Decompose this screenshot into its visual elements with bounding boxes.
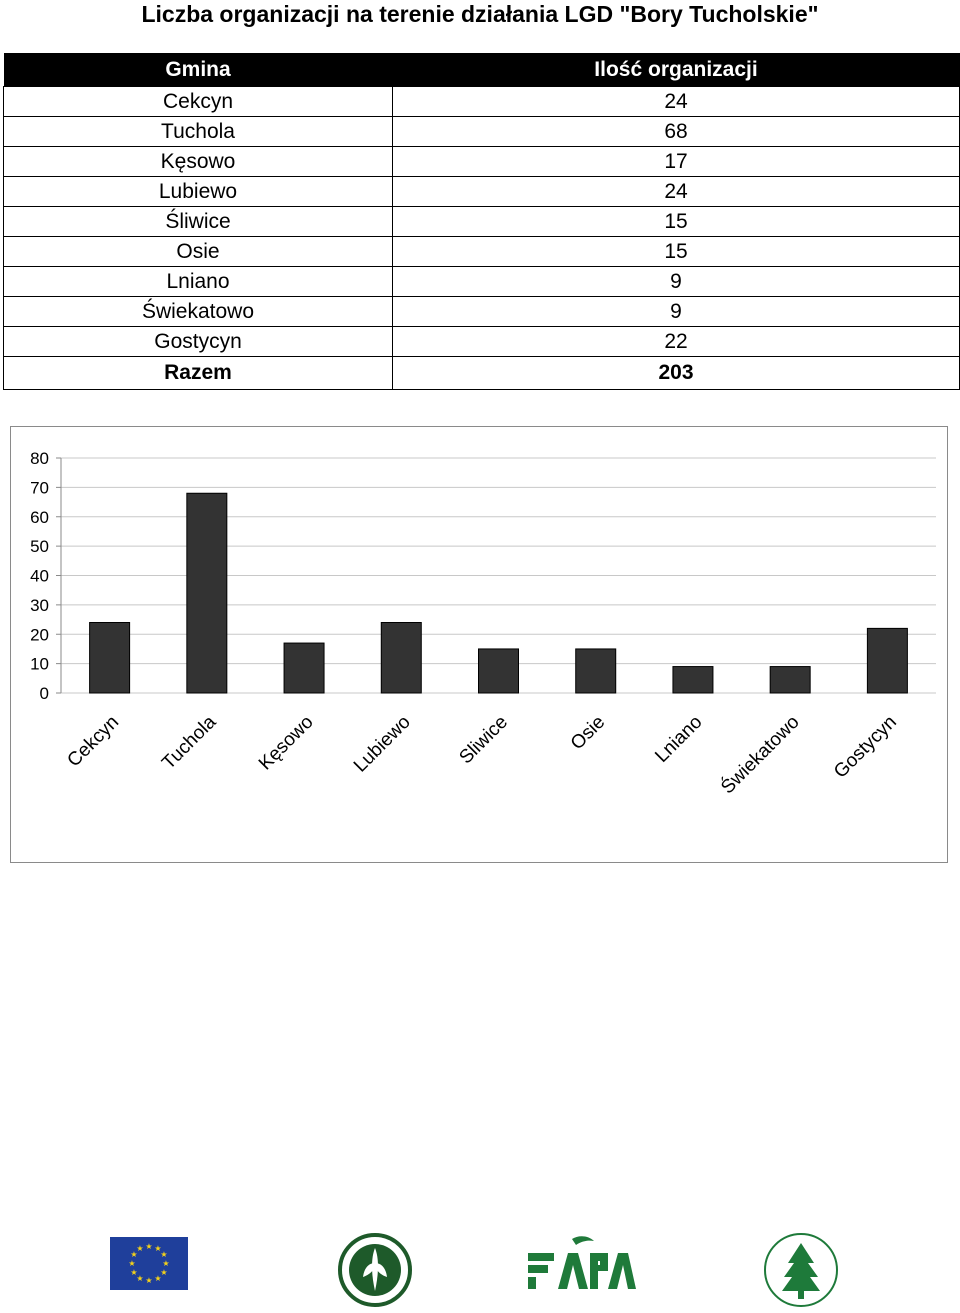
bar-chart (10, 426, 948, 863)
table-row (4, 237, 960, 267)
table-row (4, 267, 960, 297)
svg-text:★: ★ (130, 1250, 138, 1259)
cell-count: 17 (393, 147, 960, 177)
x-tick-label: Lubiewo (349, 711, 415, 777)
cell-count: 68 (393, 117, 960, 147)
lgd-bory-tucholskie-logo-icon (762, 1231, 840, 1309)
cell-count: 9 (393, 267, 960, 297)
svg-text:★: ★ (145, 1276, 153, 1285)
cell-count: 22 (393, 327, 960, 357)
table-row (4, 177, 960, 207)
y-tick-label: 50 (30, 537, 49, 557)
y-tick-label: 70 (30, 478, 49, 498)
bar (284, 643, 324, 693)
cell-count: 15 (393, 207, 960, 237)
bar (187, 493, 227, 693)
y-tick-label: 0 (39, 684, 49, 703)
y-tick-label: 10 (30, 654, 49, 674)
cell-gmina: Lubiewo (4, 177, 393, 207)
bar (673, 667, 713, 693)
y-tick-label: 30 (30, 595, 49, 615)
x-tick-label: Tuchola (158, 711, 221, 774)
svg-text:★: ★ (160, 1268, 168, 1277)
organizations-table (3, 53, 960, 390)
table-header-row (4, 53, 960, 87)
x-tick-label: Osie (566, 711, 610, 755)
bar-chart-svg (11, 427, 947, 862)
ministry-seal-icon (338, 1233, 412, 1307)
cell-gmina: Cekcyn (4, 87, 393, 117)
bar (381, 623, 421, 694)
svg-text:★: ★ (128, 1259, 136, 1268)
table-total-row (4, 357, 960, 390)
bar (479, 649, 519, 693)
table-row (4, 297, 960, 327)
bar (770, 667, 810, 693)
svg-text:★: ★ (154, 1244, 162, 1253)
svg-text:★: ★ (136, 1244, 144, 1253)
table-row (4, 147, 960, 177)
cell-count: 24 (393, 177, 960, 207)
cell-gmina: Tuchola (4, 117, 393, 147)
svg-text:★: ★ (130, 1268, 138, 1277)
y-tick-label: 80 (30, 449, 49, 468)
bar (90, 623, 130, 694)
cell-gmina: Lniano (4, 267, 393, 297)
svg-text:★: ★ (160, 1250, 168, 1259)
eu-flag-icon (110, 1237, 188, 1290)
svg-text:★: ★ (162, 1259, 170, 1268)
total-label: Razem (4, 357, 393, 390)
cell-gmina: Osie (4, 237, 393, 267)
x-tick-label: Świekatowo (717, 711, 804, 799)
cell-count: 9 (393, 297, 960, 327)
table-row (4, 87, 960, 117)
header-gmina: Gmina (4, 53, 393, 87)
x-tick-label: Sliwice (455, 711, 513, 769)
y-tick-label: 60 (30, 507, 49, 527)
x-tick-label: Cekcyn (63, 711, 124, 772)
cell-count: 15 (393, 237, 960, 267)
sponsor-logos (0, 1225, 960, 1313)
cell-gmina: Kęsowo (4, 147, 393, 177)
table-row (4, 327, 960, 357)
svg-text:★: ★ (145, 1242, 153, 1251)
cell-gmina: Świekatowo (4, 297, 393, 327)
x-tick-label: Kęsowo (254, 711, 318, 775)
fapa-logo-icon (528, 1235, 636, 1291)
total-value: 203 (393, 357, 960, 390)
table-row (4, 207, 960, 237)
svg-text:★: ★ (154, 1274, 162, 1283)
y-tick-label: 40 (30, 566, 49, 586)
table-row (4, 117, 960, 147)
bar (576, 649, 616, 693)
svg-text:★: ★ (136, 1274, 144, 1283)
x-tick-label: Gostycyn (830, 711, 901, 783)
cell-count: 24 (393, 87, 960, 117)
cell-gmina: Śliwice (4, 207, 393, 237)
bar (867, 628, 907, 693)
y-tick-label: 20 (30, 625, 49, 645)
header-count: Ilość organizacji (393, 53, 960, 87)
page-title: Liczba organizacji na terenie działania LGD "Bory Tucholskie" (141, 1, 819, 27)
cell-gmina: Gostycyn (4, 327, 393, 357)
x-tick-label: Lniano (651, 711, 707, 767)
